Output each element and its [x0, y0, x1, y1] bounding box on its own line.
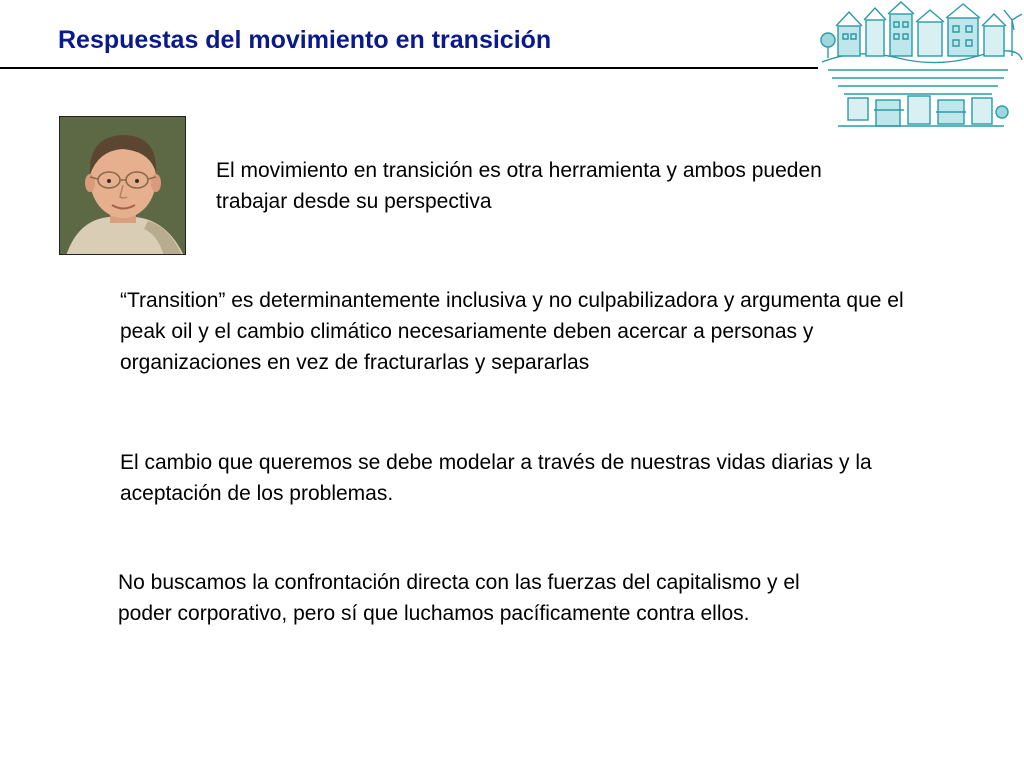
paragraph-perspective: El movimiento en transición es otra herramienta y ambos pueden trabajar desde su perspectiva: [216, 159, 822, 213]
paragraph-confrontation: No buscamos la confrontación directa con las fuerzas del capitalismo y el poder corporativo, pero sí que luchamos pacíficamente contra ellos.: [118, 571, 800, 625]
slide-title: Respuestas del movimiento en transición: [58, 26, 552, 54]
title-divider: [0, 67, 818, 69]
paragraph-inclusive: “Transition” es determinantemente inclusiva y no culpabilizadora y argumenta que el peak oil y el cambio climático necesariamente deben acercar a personas y organizaciones en vez de fracturarlas y separarlas: [120, 289, 904, 374]
portrait-photo: [59, 116, 186, 255]
paragraph-daily-lives: El cambio que queremos se debe modelar a través de nuestras vidas diarias y la aceptación de los problemas.: [120, 451, 872, 505]
transition-town-logo: [818, 0, 1024, 134]
